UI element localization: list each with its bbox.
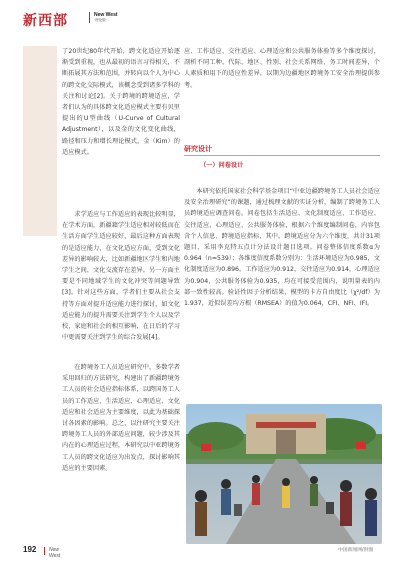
right-column-block-2 bbox=[184, 186, 380, 309]
right-column-block-1 bbox=[184, 46, 380, 91]
logo-english: New West bbox=[94, 12, 118, 18]
section-title: 研究设计 bbox=[184, 145, 212, 153]
right-paragraph-1: 应、工作适应、交往适应、心理适应和公共服务体验等多个维度探讨，剖析不同工种、代际、地区、性别、社会关系网络、务工时间差异，个人素质和用下的适应性差异，以期为边疆地区跨境务工安全治理提供参考。 bbox=[184, 48, 380, 89]
left-paragraph-2: 求学适应与工作适应的表现比较明显，在学术方面，新疆籍学生适应相对较低而在生活方面学生适应较好，最后这种方面表现的是适应能力，在文化适应方面，受到文化差异的影响较大，比如新疆地区学生和内地学生之间，文化交流存在差异。另一方面主要是不同地域学生的文化冲突等问题导致[3]。针对这些方面，学者们主要从社会支持等方面对提升适应能力进行探讨，如文化适应能力的提升需要关注到学生个人以及学校，家庭和社会的相互影响，在日后的学习中更需要关注到学生的综合发展[4]。 bbox=[62, 211, 180, 342]
left-margin-band bbox=[23, 46, 57, 236]
left-column-block-2 bbox=[62, 209, 180, 343]
magazine-header bbox=[23, 10, 383, 30]
subsection-title: （一）问卷设计 bbox=[200, 162, 244, 169]
left-column-block-3 bbox=[62, 362, 180, 474]
crowd-photo-illustration bbox=[186, 404, 382, 544]
magazine-logo: 新西部 bbox=[23, 13, 68, 29]
left-paragraph-3: 在跨境务工人员适应研究中，多数学者采用回归的方法研究，构建出了新疆跨境务工人员的社会适应指标体系，以跨国务工人员的工作适应、生活适应、心理适应、文化适应和社会适应为主要维度，以此为基础探讨各因素的影响。总之，以往研究主要关注跨境务工人员的外部适应问题，较少涉及其内在的心理适应过程，本研究以中亚跨境务工人员的跨文化适应为出发点，探讨影响其适应的主要因素。 bbox=[62, 364, 180, 472]
footer-magazine-name: New West bbox=[49, 547, 61, 559]
right-paragraph-2: 本研究依托国家社会科学基金项目“中亚边疆跨境务工人员社会适应及安全治理研究”的课题，通过梳理文献的实证分析，编制了跨境务工人员跨境适应调查问卷。问卷包括生活适应、文化制度适应、工作适应、交往适应、心理适应、公共服务体验，根据六个维度编制问卷，内容包含个人信息、跨境适应指标，其中，跨境适应分为六个维度，共计31项题目，采用李克特五点计分法设计题目选项。问卷整体信度系数α为0.964（n=539）；各维度信度系数分别为：生活环境适应为0.985，文化制度适应为0.896，工作适应为0.912，交往适应为0.914，心理适应为0.904，公共服务体验为0.935，均在可接受范围内，说明量表的内部一致性较高。验证性因子分析结果，模型的卡方自由度比（χ²/df）为1.937，近似误差均方根（RMSEA）的值为0.064，CFI、NFI、IFI。 bbox=[184, 188, 380, 308]
left-paragraph-1: 了20世纪80年代开始，跨文化适应开始逐渐受到重视，也从最初的语言习得相关，不断拓展其方法和范围，并转向以个人为中心的跨文化交际模式，该概念受到诸多学科的关注和讨论[2]。关于跨境的跨境适应，学者们认为的具体跨文化适应模式主要有贝里提出的U型曲线（U-Curve of Cultural Adjustment），以及金的文化变化曲线，路径和压力和增长理论模式，金（Kim）的适应模式。 bbox=[62, 48, 180, 156]
logo-text-box bbox=[89, 12, 118, 23]
page-number: 192 bbox=[23, 545, 37, 554]
left-column-block-1 bbox=[62, 46, 180, 158]
news-photo bbox=[186, 404, 382, 544]
logo-subtitle: ·理论版· bbox=[94, 18, 107, 22]
photo-caption: 中国新闻网/供图 bbox=[338, 548, 374, 553]
section-divider bbox=[184, 155, 380, 156]
footer-divider bbox=[44, 547, 45, 555]
